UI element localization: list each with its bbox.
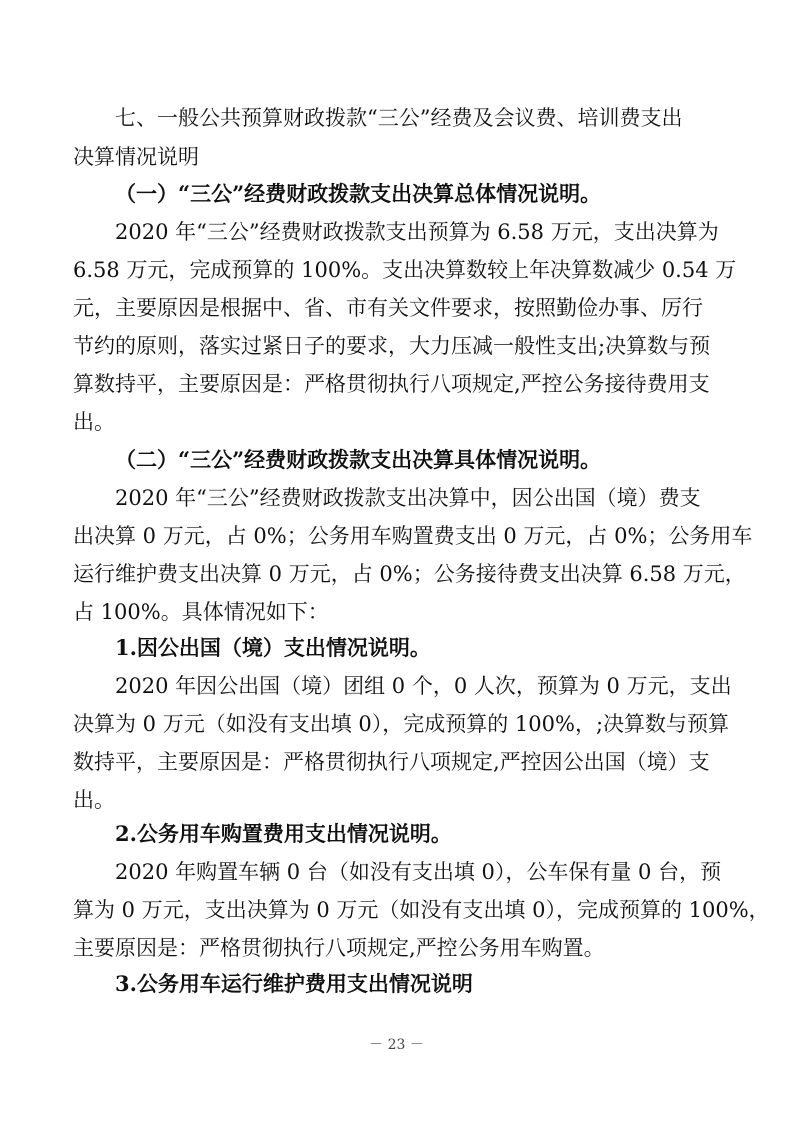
subheading-3: [0, 628, 793, 668]
subheading-4-text: 2.公务用车购置费用支出情况说明。: [115, 821, 452, 846]
section-heading-text-2: 决算情况说明: [73, 145, 199, 169]
paragraph-text: 2020 年因公出国（境）团组 0 个，0 人次，预算为 0 万元，支出: [115, 674, 732, 698]
subheading-2-text: （二）“三公”经费财政拨款支出决算具体情况说明。: [115, 447, 602, 472]
paragraph-text: 元，主要原因是根据中、省、市有关文件要求，按照勤俭办事、厉行: [73, 296, 703, 320]
section-heading-line-1: [0, 98, 793, 138]
paragraph-line: [0, 928, 793, 968]
paragraph-line: [0, 250, 793, 290]
paragraph-line: [0, 554, 793, 594]
paragraph-text: 出。: [73, 788, 115, 812]
paragraph-text: 2020 年“三公”经费财政拨款支出预算为 6.58 万元，支出决算为: [115, 220, 719, 244]
subheading-1-text: （一）“三公”经费财政拨款支出决算总体情况说明。: [115, 181, 602, 206]
page-number: － 23 －: [369, 1037, 424, 1053]
paragraph-text: 运行维护费支出决算 0 万元，占 0%；公务接待费支出决算 6.58 万元，: [73, 562, 746, 586]
paragraph-text: 节约的原则，落实过紧日子的要求，大力压减一般性支出;决算数与预: [73, 334, 711, 358]
paragraph-text: 算为 0 万元，支出决算为 0 万元（如没有支出填 0），完成预算的 100%，: [73, 898, 770, 922]
section-heading-line-2: [0, 137, 793, 177]
subheading-5-text: 3.公务用车运行维护费用支出情况说明: [115, 971, 473, 996]
paragraph-text: 数持平，主要原因是：严格贯彻执行八项规定,严控因公出国（境）支: [73, 750, 710, 774]
paragraph-line: [0, 592, 793, 632]
paragraph-line: [0, 288, 793, 328]
paragraph-line: [0, 852, 793, 892]
paragraph-text: 2020 年购置车辆 0 台（如没有支出填 0），公车保有量 0 台，预: [115, 860, 722, 884]
section-heading-text-1: 七、一般公共预算财政拨款“三公”经费及会议费、培训费支出: [115, 106, 683, 130]
paragraph-line: [0, 326, 793, 366]
paragraph-text: 2020 年“三公”经费财政拨款支出决算中，因公出国（境）费支: [115, 486, 701, 510]
paragraph-text: 占 100%。具体情况如下：: [73, 600, 329, 624]
paragraph-text: 6.58 万元，完成预算的 100%。支出决算数较上年决算数减少 0.54 万: [73, 258, 737, 282]
paragraph-line: [0, 742, 793, 782]
subheading-5: [0, 964, 793, 1004]
subheading-3-text: 1.因公出国（境）支出情况说明。: [115, 635, 431, 660]
paragraph-line: [0, 212, 793, 252]
paragraph-line: [0, 516, 793, 556]
paragraph-line: [0, 364, 793, 404]
paragraph-line: [0, 666, 793, 706]
paragraph-text: 出。: [73, 410, 115, 434]
paragraph-text: 出决算 0 万元，占 0%；公务用车购置费支出 0 万元，占 0%；公务用车: [73, 524, 753, 548]
paragraph-line: [0, 704, 793, 744]
subheading-2: [0, 440, 793, 480]
paragraph-text: 决算为 0 万元（如没有支出填 0），完成预算的 100%，;决算数与预算: [73, 712, 730, 736]
paragraph-text: 算数持平，主要原因是：严格贯彻执行八项规定,严控公务接待费用支: [73, 372, 710, 396]
subheading-1: [0, 174, 793, 214]
subheading-4: [0, 814, 793, 854]
paragraph-line: [0, 402, 793, 442]
paragraph-line: [0, 890, 793, 930]
paragraph-line: [0, 478, 793, 518]
paragraph-text: 主要原因是：严格贯彻执行八项规定,严控公务用车购置。: [73, 936, 605, 960]
